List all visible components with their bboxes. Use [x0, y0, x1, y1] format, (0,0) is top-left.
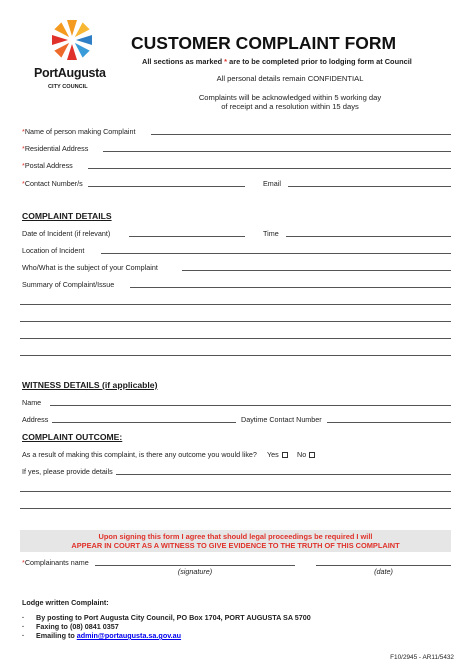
witness-name-field[interactable] [50, 405, 451, 406]
address-label [22, 144, 88, 153]
lodge-heading: Lodge written Complaint: [22, 598, 109, 607]
confidential-note: All personal details remain CONFIDENTIAL [216, 74, 364, 83]
required-star: * [224, 57, 228, 66]
witness-details-heading: WITNESS DETAILS (if applicable) [22, 380, 158, 390]
summary-line-4[interactable] [20, 338, 451, 339]
lodge-fax-text: Faxing to (08) 0841 0357 [36, 622, 119, 631]
outcome-details-field[interactable] [116, 474, 451, 475]
summary-line-2[interactable] [20, 304, 451, 305]
witness-name-label: Name [22, 398, 42, 407]
required-note-pre: All sections as marked [142, 57, 225, 66]
postal-label [22, 161, 73, 170]
contact-star: * [22, 179, 25, 188]
ack-line-1: Complaints will be acknowledged within 5 working day [198, 93, 382, 102]
required-note [142, 57, 412, 66]
signature-caption: (signature) [177, 567, 213, 576]
complainant-star: * [22, 558, 25, 567]
outcome-line-3[interactable] [20, 508, 451, 509]
no-checkbox[interactable] [309, 452, 315, 458]
subject-label: Who/What is the subject of your Complaint [22, 263, 158, 272]
declaration-line-2: APPEAR IN COURT AS A WITNESS TO GIVE EVIDENCE TO THE TRUTH OF THIS COMPLAINT [71, 541, 400, 550]
date-sign-field[interactable] [316, 565, 451, 566]
date-caption: (date) [374, 567, 393, 576]
lodge-email-pre: Emailing to [36, 631, 77, 640]
outcome-no-label: No [297, 450, 307, 459]
subject-field[interactable] [182, 270, 451, 271]
form-code: F10/2945 - AR11/5432 [390, 654, 454, 661]
time-label: Time [263, 229, 279, 238]
address-star: * [22, 144, 25, 153]
summary-label: Summary of Complaint/Issue [22, 280, 115, 289]
summary-field[interactable] [130, 287, 451, 288]
yes-checkbox[interactable] [282, 452, 288, 458]
bullet-icon: · [22, 631, 25, 640]
logo-name: PortAugusta [34, 66, 106, 80]
email-label: Email [263, 179, 281, 188]
lodge-email-item [22, 631, 181, 640]
location-field[interactable] [101, 253, 451, 254]
contact-label [22, 179, 83, 188]
summary-line-5[interactable] [20, 355, 451, 356]
postal-star: * [22, 161, 25, 170]
witness-address-label: Address [22, 415, 49, 424]
address-field[interactable] [103, 151, 451, 152]
lodge-fax-item [22, 622, 119, 631]
outcome-heading: COMPLAINT OUTCOME: [22, 432, 123, 442]
lodge-post-text: By posting to Port Augusta City Council, PO Box 1704, PORT AUGUSTA SA 5700 [36, 613, 311, 622]
witness-address-field[interactable] [52, 422, 236, 423]
contact-label-text: Contact Number/s [24, 179, 83, 188]
form-title: CUSTOMER COMPLAINT FORM [131, 33, 397, 53]
contact-field[interactable] [88, 186, 245, 187]
bullet-icon: · [22, 613, 25, 622]
outcome-yes-option[interactable] [267, 450, 288, 459]
council-logo [34, 14, 114, 94]
time-field[interactable] [286, 236, 451, 237]
name-label [22, 127, 135, 136]
address-label-text: Residential Address [24, 144, 89, 153]
logo-mark-icon [34, 14, 114, 66]
name-field[interactable] [151, 134, 451, 135]
witness-phone-label: Daytime Contact Number [241, 415, 322, 424]
outcome-details-label: If yes, please provide details [22, 467, 113, 476]
outcome-yes-label: Yes [267, 450, 279, 459]
name-star: * [22, 127, 25, 136]
outcome-question: As a result of making this complaint, is there any outcome you would like? [22, 450, 257, 459]
complainant-name-label [22, 558, 89, 567]
ack-line-2: of receipt and a resolution within 15 days [221, 102, 359, 111]
complaint-details-heading: COMPLAINT DETAILS [22, 211, 112, 221]
witness-phone-field[interactable] [327, 422, 451, 423]
bullet-icon: · [22, 622, 25, 631]
email-link[interactable]: admin@portaugusta.sa.gov.au [76, 631, 182, 640]
postal-label-text: Postal Address [24, 161, 73, 170]
postal-field[interactable] [88, 168, 451, 169]
summary-line-3[interactable] [20, 321, 451, 322]
required-note-post: are to be completed prior to lodging form at Council [227, 57, 412, 66]
outcome-no-option[interactable] [297, 450, 315, 459]
logo-sub: CITY COUNCIL [48, 84, 88, 90]
name-label-text: Name of person making Complaint [24, 127, 136, 136]
complainant-name-label-text: Complainants name [24, 558, 89, 567]
email-field[interactable] [288, 186, 451, 187]
date-field[interactable] [129, 236, 245, 237]
declaration-line-1: Upon signing this form I agree that should legal proceedings be required I will [98, 532, 373, 541]
declaration-box [20, 530, 451, 552]
location-label: Location of Incident [22, 246, 85, 255]
date-label: Date of Incident (if relevant) [22, 229, 111, 238]
complainant-name-field[interactable] [95, 565, 295, 566]
outcome-line-2[interactable] [20, 491, 451, 492]
lodge-post-item [22, 613, 311, 622]
